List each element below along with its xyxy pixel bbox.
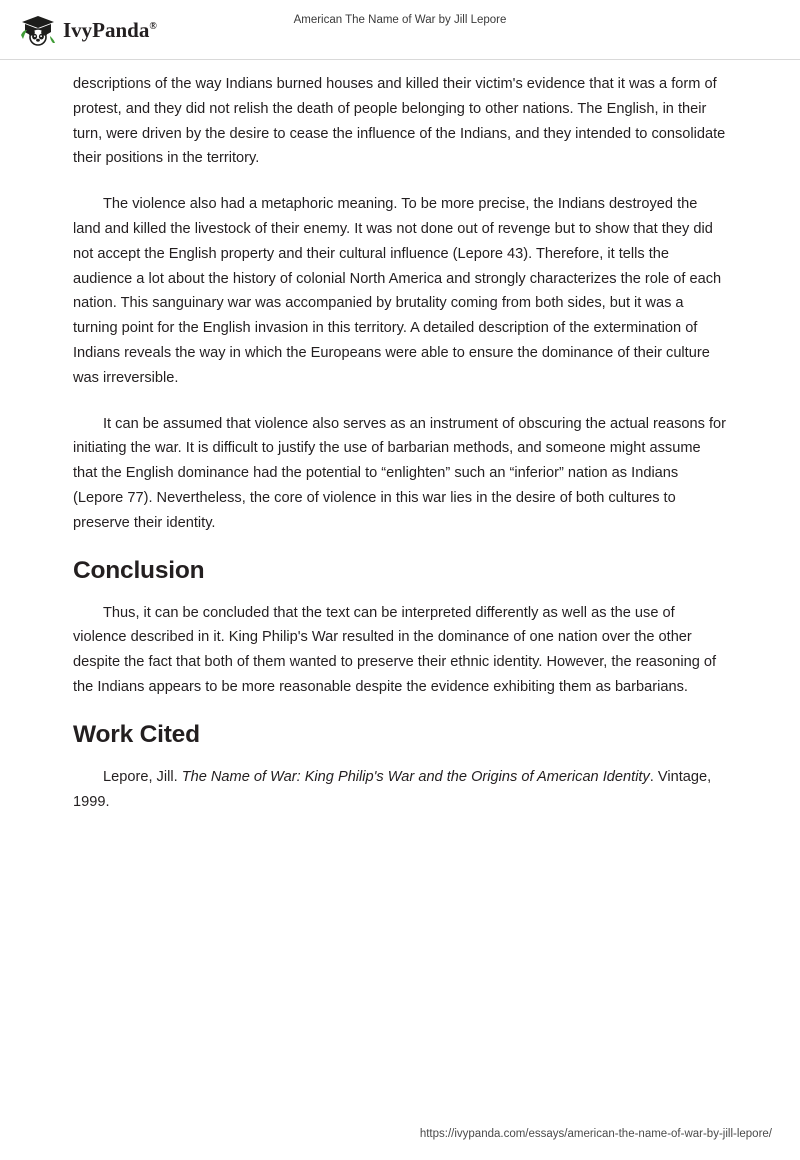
document-body: [73, 72, 727, 814]
registered-mark: ®: [149, 20, 157, 32]
citation-author: Lepore, Jill.: [103, 768, 182, 785]
page-header: [0, 0, 800, 60]
page-title: American The Name of War by Jill Lepore: [293, 14, 507, 26]
section-heading-conclusion: Conclusion: [73, 556, 205, 584]
citation-publication: . Vintage, 1999.: [73, 768, 712, 810]
citation-entry: [73, 765, 727, 815]
citation-title: The Name of War: King Philip's War and the Origins of American Identity: [181, 768, 650, 785]
paragraph: descriptions of the way Indians burned houses and killed their victim's evidence that it was a form of protest, and they did not relish the death of people belonging to other nations. The English, in their turn, were driven by the desire to cease the influence of the Indians, and they intended to consolidate their positions in the territory.: [73, 76, 726, 167]
brand-name: IvyPanda®: [63, 17, 157, 42]
page-footer: [0, 1124, 800, 1142]
section-heading-work-cited: Work Cited: [73, 720, 200, 748]
paragraph: Thus, it can be concluded that the text can be interpreted differently as well as the use of violence described in it. King Philip's War resulted in the dominance of one nation over the other despite the fact that both of them wanted to preserve their ethnic identity. However, the reasoning of the Indians appears to be more reasonable despite the evidence exhibiting them as barbarians.: [73, 604, 717, 695]
paragraph: It can be assumed that violence also serves as an instrument of obscuring the actual reasons for initiating the war. It is difficult to justify the use of barbarian methods, and someone might assume that the English dominance had the potential to “enlighten” such an “inferior” nation as Indians (Lepore 77). Nevertheless, the core of violence in this war lies in the desire of both cultures to preserve their identity.: [73, 415, 727, 531]
paragraph: The violence also had a metaphoric meaning. To be more precise, the Indians destroyed the land and killed the livestock of their enemy. It was not done out of revenge but to show that they did not accept the English property and their cultural influence (Lepore 43). Therefore, it tells the audience a lot about the history of colonial North America and strongly characterizes the role of each nation. This sanguinary war was accompanied by brutality coming from both sides, but it was a turning point for the English invasion in this territory. A detailed description of the extermination of Indians reveals the way in which the Europeans were able to ensure the dominance of their culture was irreversible.: [73, 196, 722, 386]
source-url[interactable]: https://ivypanda.com/essays/american-the-name-of-war-by-jill-lepore/: [419, 1128, 772, 1140]
